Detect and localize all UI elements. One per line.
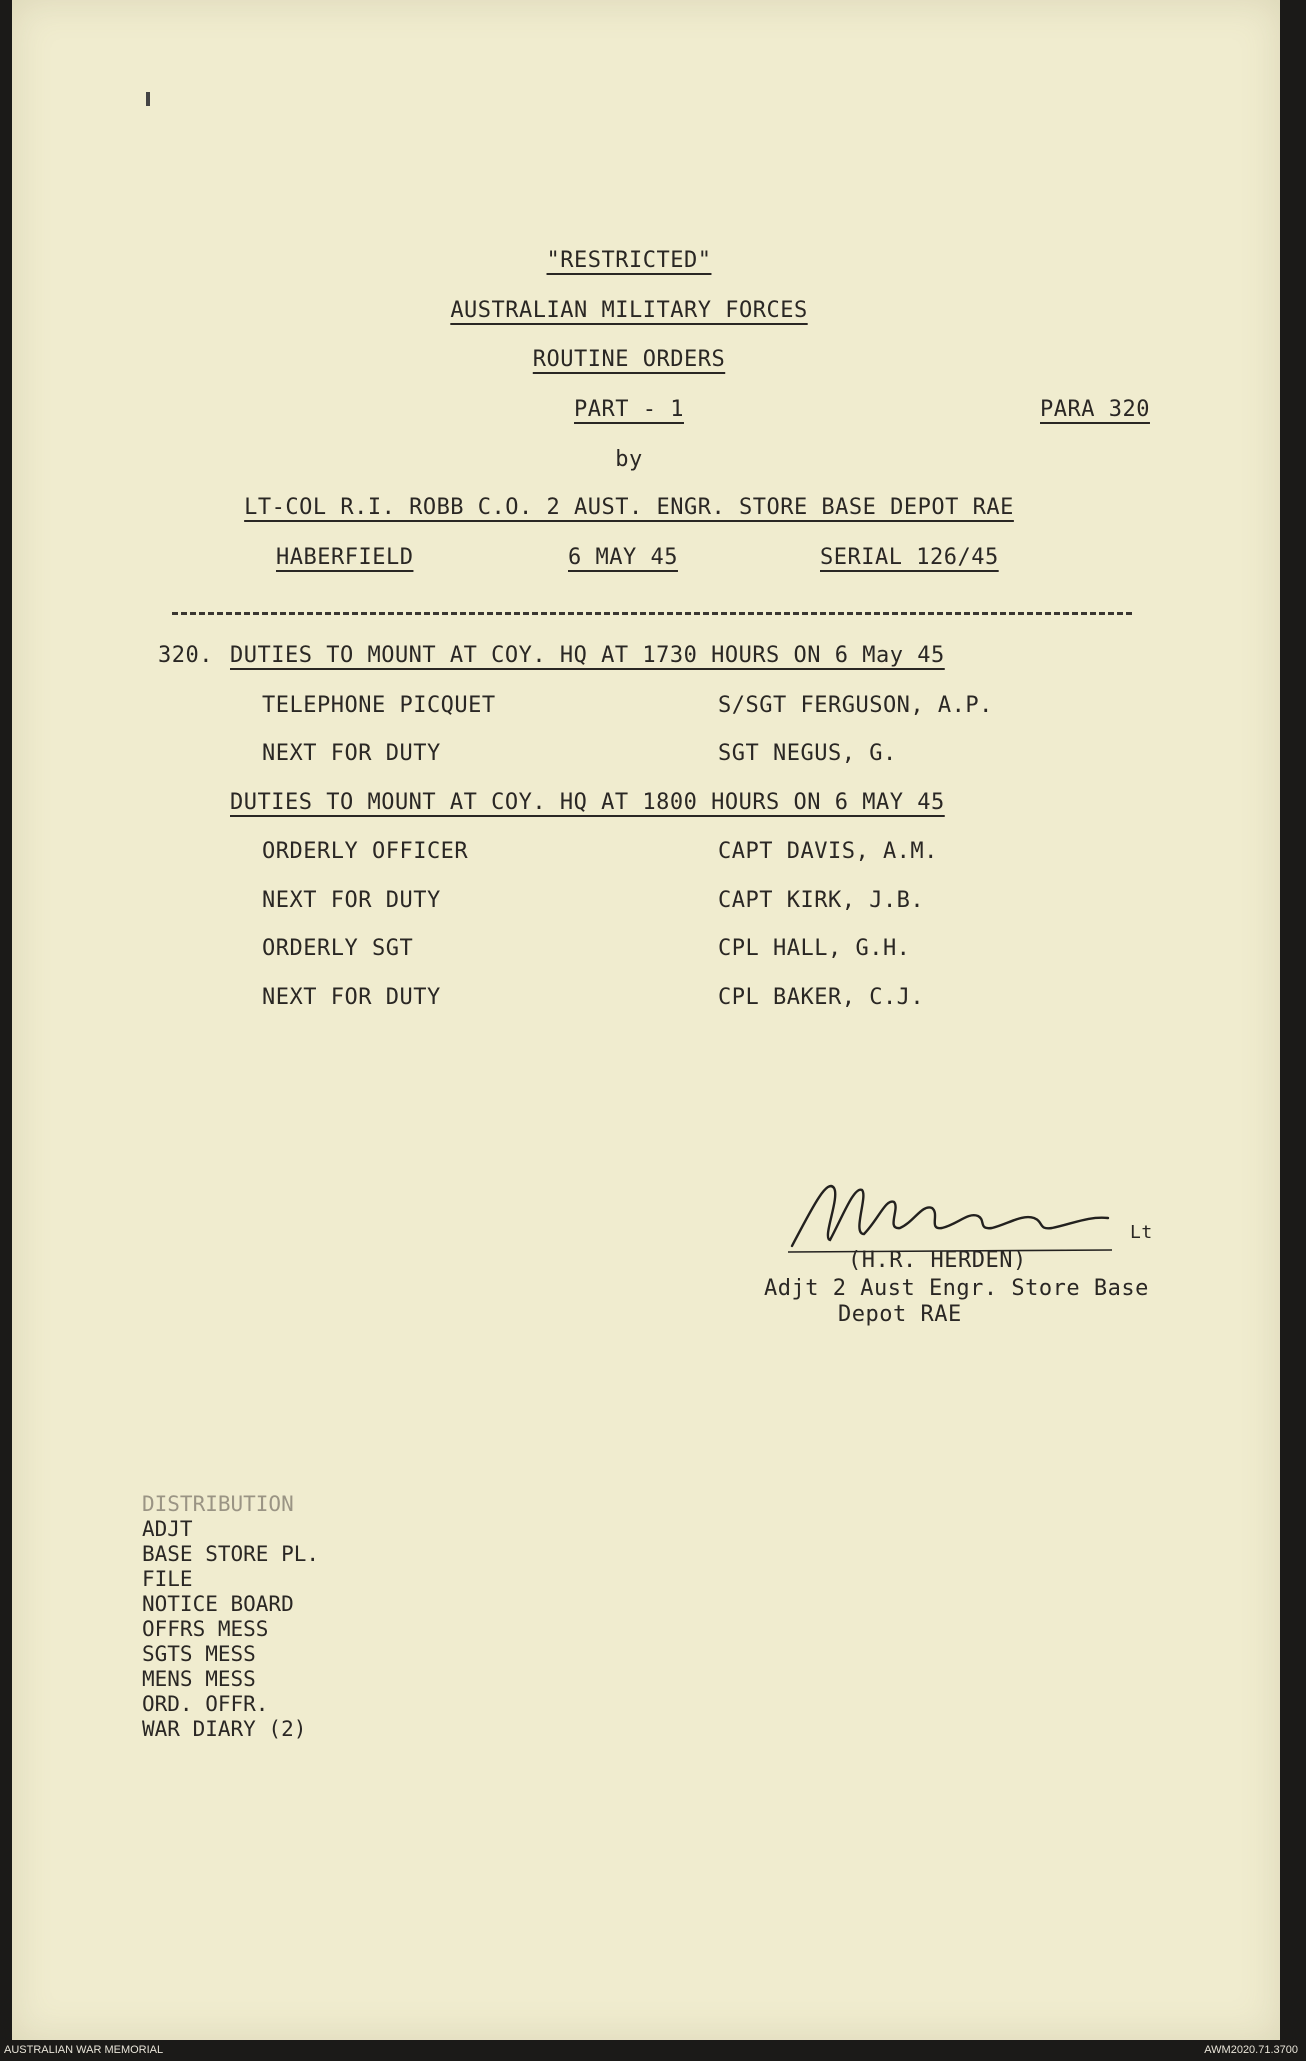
handwritten-signature [782, 1168, 1122, 1258]
duty-name: NEXT FOR DUTY [262, 741, 441, 766]
signatory-rank: Lt [1130, 1222, 1153, 1243]
duty-person: CPL HALL, G.H. [718, 936, 911, 961]
distribution-list [142, 1492, 319, 1742]
by-label: by [615, 447, 643, 472]
date: 6 MAY 45 [568, 545, 678, 570]
footer-accession-number: AWM2020.71.3700 [1204, 2044, 1298, 2056]
duty-person: SGT NEGUS, G. [718, 741, 897, 766]
duty-person: CAPT KIRK, J.B. [718, 888, 925, 913]
signatory-title: Depot RAE [838, 1302, 962, 1327]
section2-heading: DUTIES TO MOUNT AT COY. HQ AT 1800 HOURS ON 6 MAY 45 [230, 790, 945, 815]
footer-source: AUSTRALIAN WAR MEMORIAL [4, 2044, 164, 2056]
distribution-item: BASE STORE PL. [142, 1542, 320, 1566]
document-type: ROUTINE ORDERS [532, 347, 726, 372]
part-label: PART - 1 [574, 397, 684, 422]
issuer-line: LT-COL R.I. ROBB C.O. 2 AUST. ENGR. STORE BASE DEPOT RAE [244, 495, 1014, 520]
header-divider [172, 612, 1132, 615]
signatory-name: (H.R. HERDEN) [848, 1248, 1027, 1273]
place: HABERFIELD [276, 545, 414, 570]
duty-name: ORDERLY OFFICER [262, 839, 469, 864]
duty-name: NEXT FOR DUTY [262, 888, 441, 913]
distribution-item: OFFRS MESS [142, 1617, 269, 1641]
duty-name: NEXT FOR DUTY [262, 985, 441, 1010]
duty-person: S/SGT FERGUSON, A.P. [718, 693, 993, 718]
distribution-item: MENS MESS [142, 1667, 256, 1691]
duty-person: CPL BAKER, C.J. [718, 985, 925, 1010]
organization-title: AUSTRALIAN MILITARY FORCES [450, 298, 808, 323]
duty-name: ORDERLY SGT [262, 936, 414, 961]
distribution-item: ADJT [142, 1517, 193, 1541]
distribution-item: FILE [142, 1567, 193, 1591]
paragraph-number: 320. [158, 643, 213, 668]
distribution-item: WAR DIARY (2) [142, 1717, 307, 1741]
punch-hole-mark [146, 92, 150, 106]
para-label: PARA 320 [1040, 397, 1150, 422]
duty-person: CAPT DAVIS, A.M. [718, 839, 938, 864]
document-page [12, 0, 1280, 2040]
serial-number: SERIAL 126/45 [820, 545, 999, 570]
distribution-heading: DISTRIBUTION [142, 1492, 294, 1516]
duty-name: TELEPHONE PICQUET [262, 693, 496, 718]
signatory-title: Adjt 2 Aust Engr. Store Base [764, 1276, 1149, 1301]
distribution-item: ORD. OFFR. [142, 1692, 269, 1716]
classification: "RESTRICTED" [546, 248, 712, 273]
distribution-item: SGTS MESS [142, 1642, 256, 1666]
distribution-item: NOTICE BOARD [142, 1592, 294, 1616]
section1-heading: DUTIES TO MOUNT AT COY. HQ AT 1730 HOURS ON 6 May 45 [230, 643, 945, 668]
